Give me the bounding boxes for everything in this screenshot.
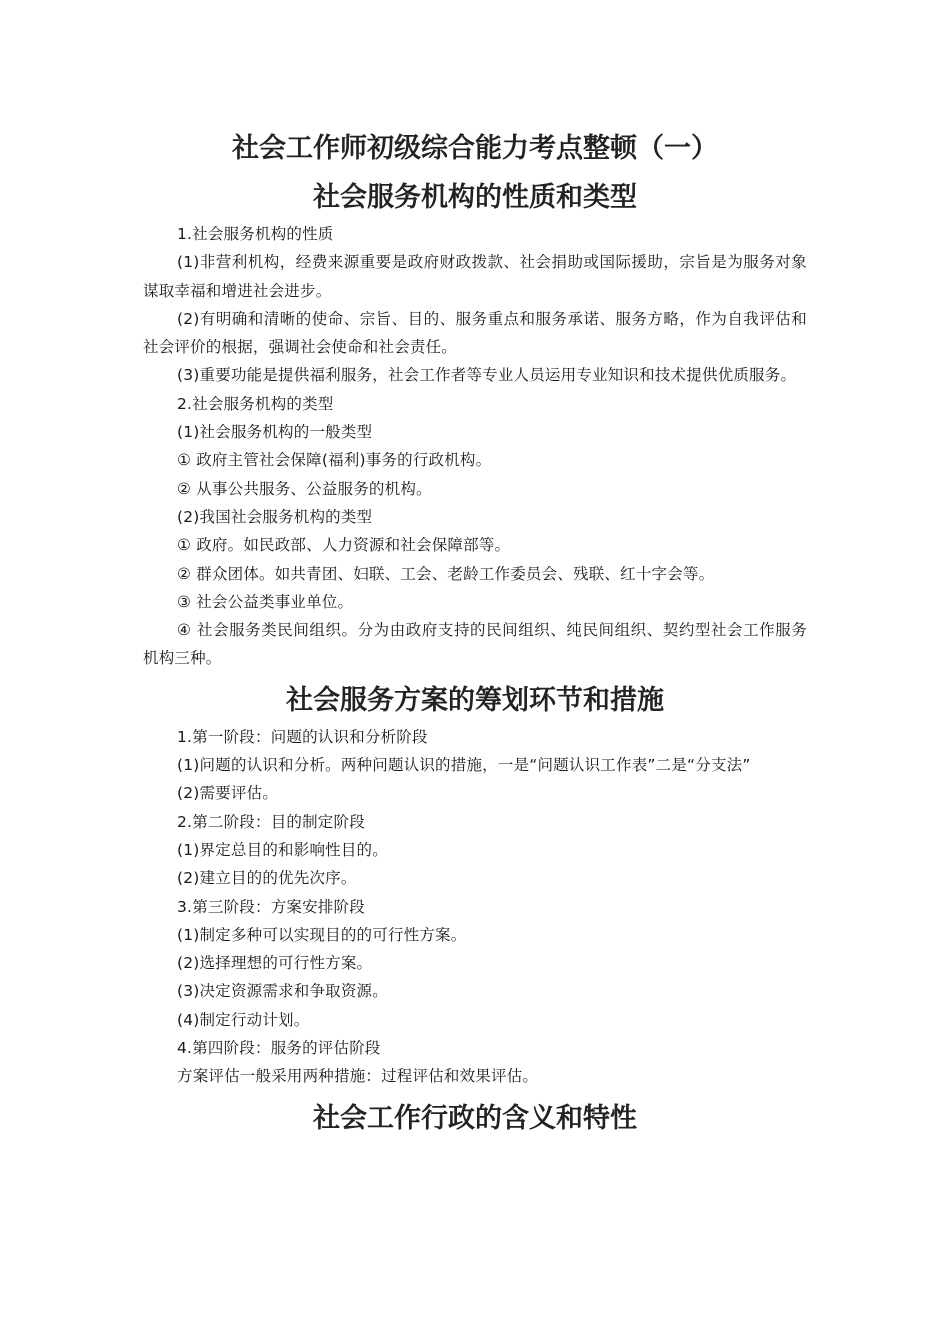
paragraph: (2)建立目的的优先次序。	[177, 869, 357, 888]
paragraph: (1)问题的认识和分析。两种问题认识的措施，一是“问题认识工作表”二是“分支法”	[177, 756, 751, 775]
paragraph: 1.社会服务机构的性质	[177, 225, 334, 243]
section-heading: 社会服务方案的筹划环节和措施	[286, 684, 664, 716]
paragraph: 4.第四阶段：服务的评估阶段	[177, 1039, 381, 1058]
paragraph: (1)社会服务机构的一般类型	[177, 423, 373, 442]
paragraph: 1.第一阶段：问题的认识和分析阶段	[177, 727, 428, 746]
paragraph: (2)需要评估。	[177, 784, 279, 803]
paragraph: 3.第三阶段：方案安排阶段	[177, 897, 365, 916]
paragraph: 2.社会服务机构的类型	[177, 394, 334, 413]
section-service-agency-nature	[143, 176, 807, 673]
paragraph: ② 群众团体。如共青团、妇联、工会、老龄工作委员会、残联、红十字会等。	[177, 564, 715, 583]
paragraph: ④ 社会服务类民间组织。分为由政府支持的民间组织、纯民间组织、契约型社会工作服务机构三种。	[143, 621, 807, 668]
paragraph: (1)非营利机构，经费来源重要是政府财政拨款、社会捐助或国际援助，宗旨是为服务对象谋取幸福和增进社会进步。	[143, 253, 807, 300]
section-heading: 社会工作行政的含义和特性	[313, 1102, 637, 1134]
paragraph: (2)我国社会服务机构的类型	[177, 507, 373, 526]
document-page	[143, 128, 807, 1141]
paragraph: ① 政府。如民政部、人力资源和社会保障部等。	[177, 536, 511, 555]
section-social-work-administration	[143, 1097, 807, 1141]
paragraph: (2)有明确和清晰的使命、宗旨、目的、服务重点和服务承诺、服务方略，作为自我评估和社会评价的根据，强调社会使命和社会责任。	[143, 309, 807, 357]
paragraph: (1)界定总目的和影响性目的。	[177, 840, 388, 859]
section-heading: 社会服务机构的性质和类型	[313, 182, 637, 213]
paragraph: ③ 社会公益类事业单位。	[177, 592, 354, 611]
document-title: 社会工作师初级综合能力考点整顿（一）	[232, 133, 718, 164]
paragraph: (2)选择理想的可行性方案。	[177, 954, 373, 973]
section-service-plan-stages	[143, 679, 807, 1091]
paragraph: (3)决定资源需求和争取资源。	[177, 982, 388, 1001]
paragraph: ① 政府主管社会保障(福利)事务的行政机构。	[177, 451, 492, 470]
paragraph: 方案评估一般采用两种措施：过程评估和效果评估。	[177, 1067, 539, 1086]
paragraph: (3)重要功能是提供福利服务，社会工作者等专业人员运用专业知识和技术提供优质服务。	[177, 366, 797, 385]
paragraph: ② 从事公共服务、公益服务的机构。	[177, 479, 432, 498]
paragraph: (4)制定行动计划。	[177, 1010, 310, 1029]
paragraph: (1)制定多种可以实现目的的可行性方案。	[177, 925, 467, 944]
paragraph: 2.第二阶段：目的制定阶段	[177, 812, 365, 831]
